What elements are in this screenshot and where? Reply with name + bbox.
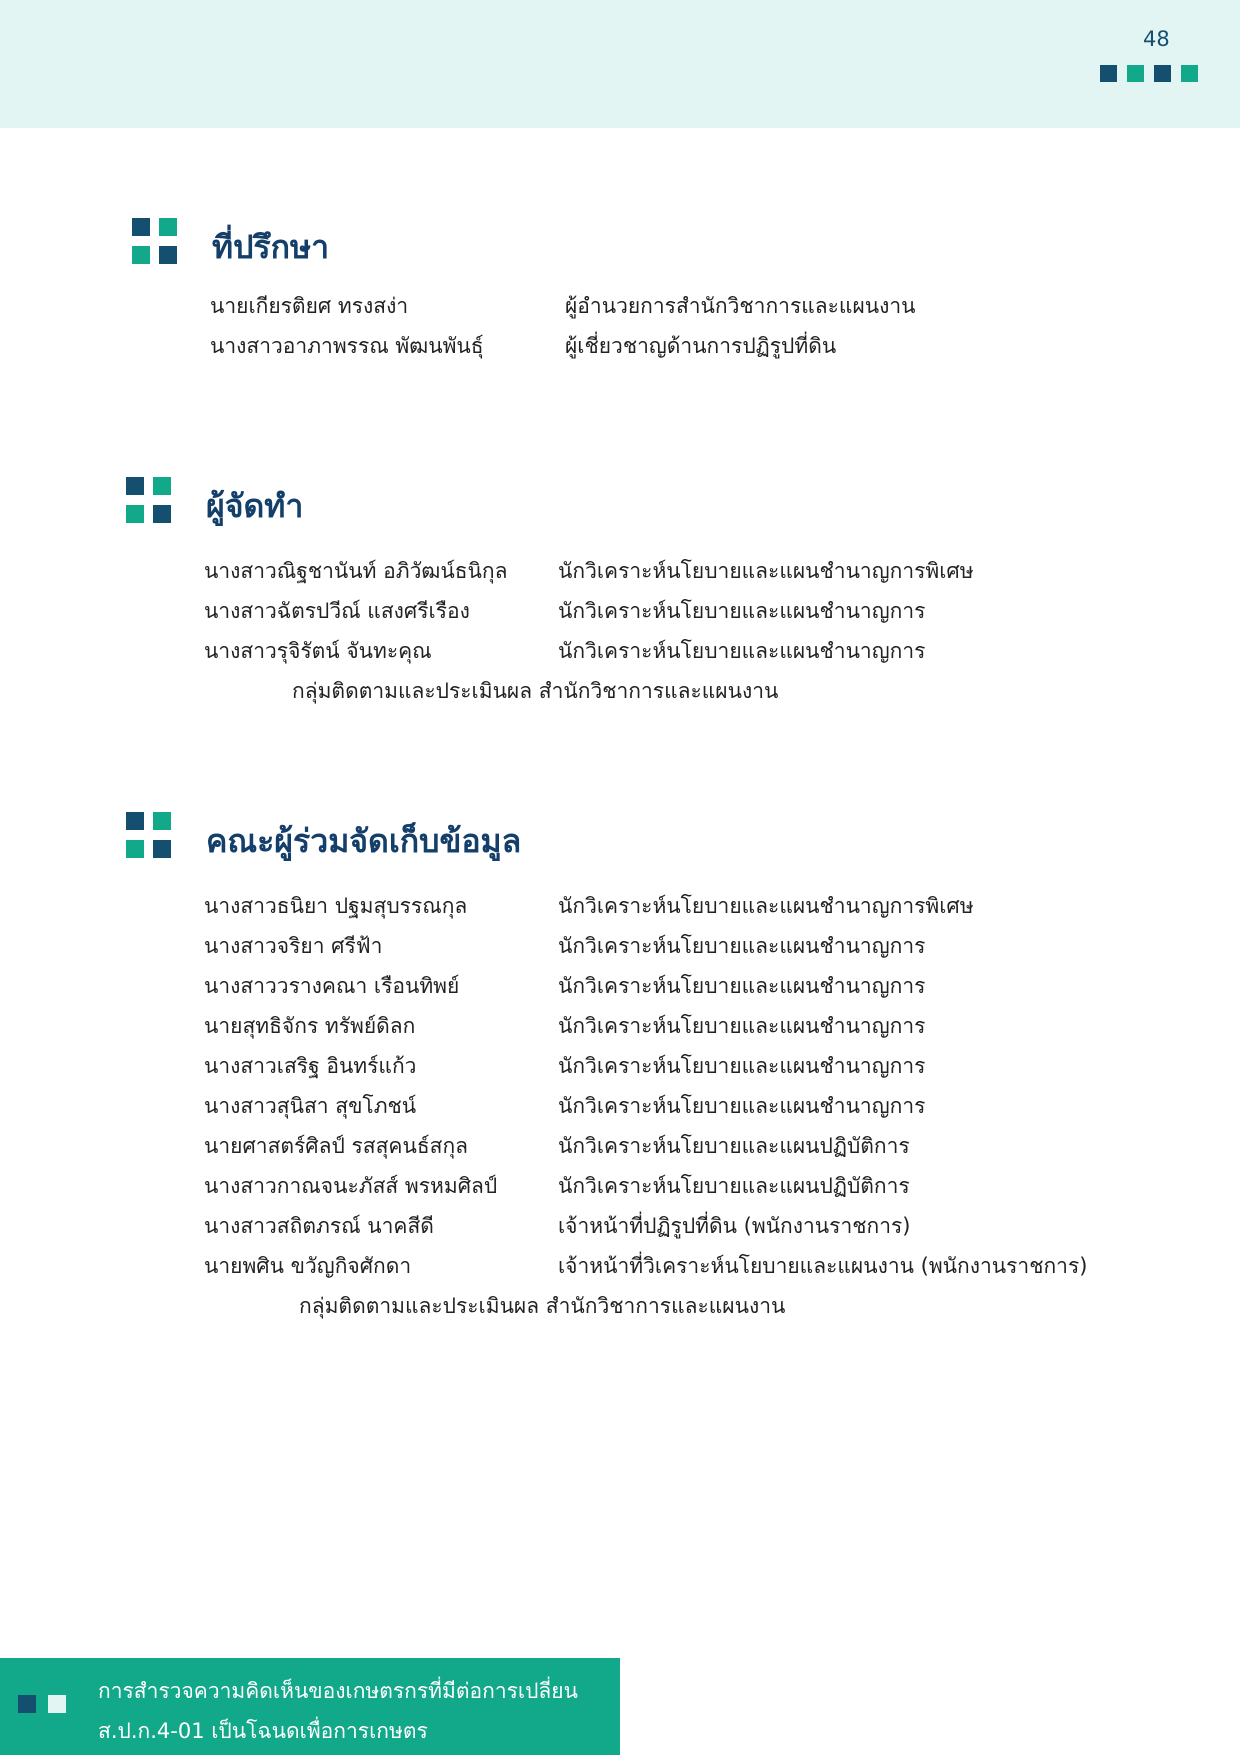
footer-title-line1: การสำรวจความคิดเห็นของเกษตรกรที่มีต่อการเปลี่ยน [98, 1679, 578, 1703]
member-position: นักวิเคราะห์นโยบายและแผนชำนาญการ [558, 1014, 926, 1038]
square-icon [18, 1695, 36, 1713]
member-position: นักวิเคราะห์นโยบายและแผนชำนาญการ [558, 599, 926, 623]
member-name: นายเกียรติยศ ทรงสง่า [210, 294, 409, 318]
footer-title-line2: ส.ป.ก.4-01 เป็นโฉนดเพื่อการเกษตร [98, 1719, 428, 1743]
member-position: ผู้เชี่ยวชาญด้านการปฏิรูปที่ดิน [565, 334, 837, 358]
member-name: นางสาววรางคณา เรือนทิพย์ [204, 974, 460, 998]
member-name: นางสาวสุนิสา สุขโภชน์ [204, 1094, 417, 1118]
section-title: คณะผู้ร่วมจัดเก็บข้อมูล [206, 822, 522, 860]
member-position: ผู้อำนวยการสำนักวิชาการและแผนงาน [565, 294, 916, 318]
member-name: นางสาวเสริฐ อินทร์แก้ว [204, 1054, 417, 1078]
member-position: นักวิเคราะห์นโยบายและแผนชำนาญการพิเศษ [558, 559, 974, 583]
section-grid-icon [126, 477, 172, 523]
member-position: นักวิเคราะห์นโยบายและแผนชำนาญการ [558, 974, 926, 998]
section-title: ที่ปรึกษา [212, 228, 330, 266]
section-grid-icon [132, 218, 178, 264]
square-icon [48, 1695, 66, 1713]
member-position: นักวิเคราะห์นโยบายและแผนชำนาญการ [558, 639, 926, 663]
page-number: 48 [1143, 27, 1170, 51]
member-name: นางสาวกาณจนะภัสส์ พรหมศิลป์ [204, 1174, 498, 1198]
member-name: นายสุทธิจักร ทรัพย์ดิลก [204, 1014, 416, 1038]
square-icon [1154, 65, 1171, 82]
member-name: นายศาสตร์ศิลป์ รสสุคนธ์สกุล [204, 1134, 469, 1158]
member-name: นางสาวรุจิรัตน์ จันทะคุณ [204, 639, 432, 663]
member-position: นักวิเคราะห์นโยบายและแผนชำนาญการ [558, 934, 926, 958]
unit-label: กลุ่มติดตามและประเมินผล สำนักวิชาการและแผนงาน [299, 1294, 786, 1318]
member-name: นางสาวธนิยา ปฐมสุบรรณกุล [204, 894, 468, 918]
footer-band [0, 1658, 620, 1755]
member-position: นักวิเคราะห์นโยบายและแผนปฏิบัติการ [558, 1174, 910, 1198]
section-title: ผู้จัดทำ [206, 487, 304, 525]
section-grid-icon [126, 812, 172, 858]
member-name: นางสาวสถิตภรณ์ นาคสีดี [204, 1214, 434, 1238]
square-icon [1100, 65, 1117, 82]
member-name: นางสาวอาภาพรรณ พัฒนพันธุ์ [210, 334, 484, 358]
member-name: นางสาวณิฐชานันท์ อภิวัฒน์ธนิกุล [204, 559, 508, 583]
unit-label: กลุ่มติดตามและประเมินผล สำนักวิชาการและแผนงาน [292, 679, 779, 703]
header-band [0, 0, 1240, 128]
member-name: นางสาวฉัตรปวีณ์ แสงศรีเรือง [204, 599, 470, 623]
member-position: เจ้าหน้าที่วิเคราะห์นโยบายและแผนงาน (พนักงานราชการ) [558, 1254, 1088, 1278]
square-icon [1181, 65, 1198, 82]
member-position: นักวิเคราะห์นโยบายและแผนชำนาญการ [558, 1094, 926, 1118]
member-position: นักวิเคราะห์นโยบายและแผนชำนาญการพิเศษ [558, 894, 974, 918]
member-position: เจ้าหน้าที่ปฏิรูปที่ดิน (พนักงานราชการ) [558, 1214, 911, 1238]
member-name: นางสาวจริยา ศรีฟ้า [204, 934, 383, 958]
member-position: นักวิเคราะห์นโยบายและแผนปฏิบัติการ [558, 1134, 910, 1158]
square-icon [1127, 65, 1144, 82]
member-position: นักวิเคราะห์นโยบายและแผนชำนาญการ [558, 1054, 926, 1078]
member-name: นายพศิน ขวัญกิจศักดา [204, 1254, 412, 1278]
